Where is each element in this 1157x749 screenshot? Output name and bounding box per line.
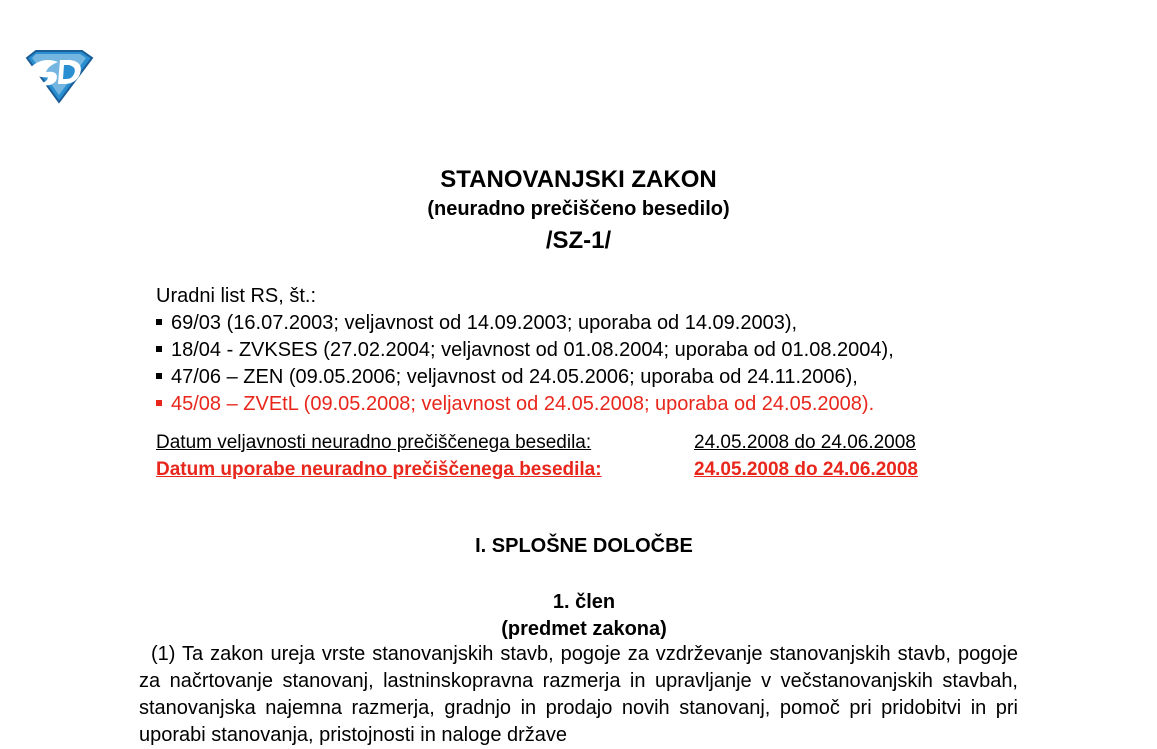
document-code: /SZ-1/	[545, 227, 612, 254]
bullet-square-icon	[156, 400, 162, 406]
sd-logo-icon	[22, 48, 96, 104]
article-number: 1. člen	[552, 591, 616, 613]
use-date-row	[156, 456, 918, 483]
gazette-entry	[156, 310, 894, 337]
gazette-block	[156, 283, 894, 418]
article-heading	[0, 589, 1157, 643]
article-subject: (predmet zakona)	[501, 618, 667, 640]
gazette-list	[156, 310, 894, 418]
gazette-entry-text: 18/04 - ZVKSES (27.02.2004; veljavnost od 01.08.2004; uporaba od 01.08.2004),	[171, 339, 894, 361]
section-heading: I. SPLOŠNE DOLOČBE	[475, 535, 693, 557]
document-subtitle: (neuradno prečiščeno besedilo)	[427, 198, 730, 220]
gazette-entry	[156, 364, 894, 391]
use-date-value: 24.05.2008 do 24.06.2008	[694, 459, 918, 480]
use-date-label: Datum uporabe neuradno prečiščenega besedila:	[156, 459, 602, 480]
bullet-square-icon	[156, 373, 162, 379]
validity-date-value: 24.05.2008 do 24.06.2008	[694, 432, 916, 453]
gazette-entry	[156, 337, 894, 364]
document-title: STANOVANJSKI ZAKON	[440, 166, 717, 193]
gazette-entry-text: 47/06 – ZEN (09.05.2006; veljavnost od 24.05.2006; uporaba od 24.11.2006),	[171, 366, 858, 388]
validity-date-label: Datum veljavnosti neuradno prečiščenega besedila:	[156, 432, 592, 453]
article-body-text: (1) Ta zakon ureja vrste stanovanjskih stavb, pogoje za vzdrževanje stanovanjskih stavb, pogoje za načrtovanje stanovanj, lastninskopravna razmerja in upravljanje v večstanovanjskih stavbah, stanovanjska najemna razmerja, gradnjo in prodajo novih stanovanj, pomoč pri pridobitvi in pri uporabi stanovanja, pristojnosti in naloge države	[139, 643, 1018, 746]
gazette-entry-text: 69/03 (16.07.2003; veljavnost od 14.09.2003; uporaba od 14.09.2003),	[171, 312, 798, 334]
gazette-entry-highlighted	[156, 391, 894, 418]
bullet-square-icon	[156, 346, 162, 352]
dates-block	[156, 429, 918, 483]
validity-date-row	[156, 429, 918, 456]
bullet-square-icon	[156, 319, 162, 325]
gazette-entry-text: 45/08 – ZVEtL (09.05.2008; veljavnost od 24.05.2008; uporaba od 24.05.2008).	[171, 393, 875, 415]
gazette-heading: Uradni list RS, št.:	[156, 285, 317, 307]
